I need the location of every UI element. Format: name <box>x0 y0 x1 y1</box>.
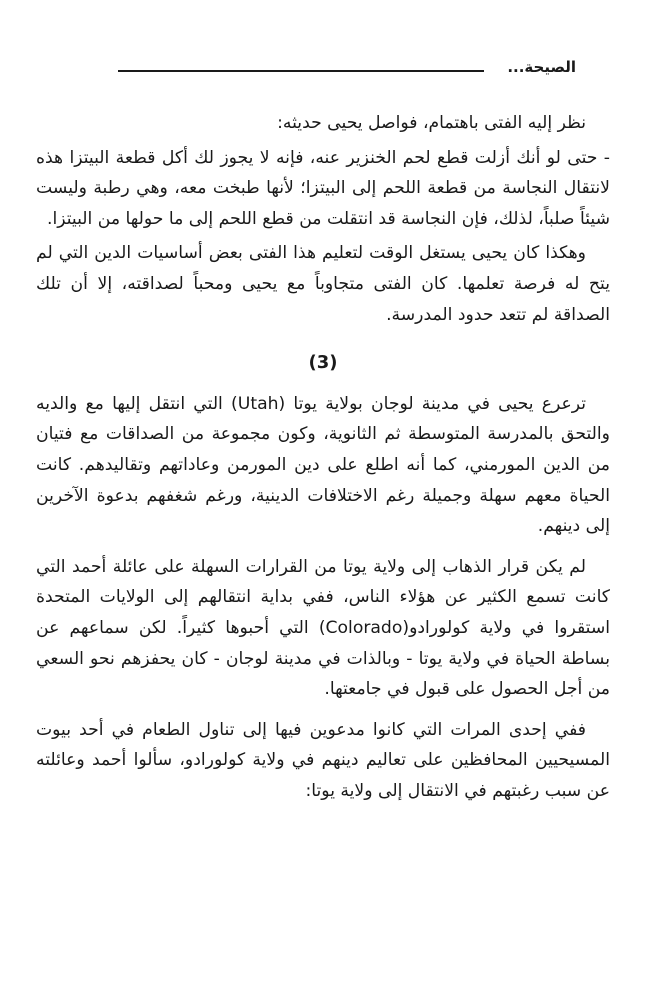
header-rule <box>118 70 484 72</box>
running-header-title: الصيحة... <box>507 58 576 76</box>
paragraph-3: وهكذا كان يحيى يستغل الوقت لتعليم هذا الفتى بعض أساسيات الدين التي لم يتح له فرصة تعلمها. كان الفتى متجاوباً مع يحيى ومحباً لصداقته، إلا أن تلك الصداقة لم تتعد حدود المدرسة. <box>36 243 610 325</box>
body-text <box>36 108 610 810</box>
running-header <box>118 56 576 82</box>
paragraph-6: ففي إحدى المرات التي كانوا مدعوين فيها إلى تناول الطعام في أحد بيوت المسيحيين المحافظين على تعاليم دينهم في ولاية كولورادو، سألوا أحمد وعائلته عن سبب رغبتهم في الانتقال إلى ولاية يوتا: <box>36 719 610 801</box>
paragraph-2: - حتى لو أنك أزلت قطع لحم الخنزير عنه، فإنه لا يجوز لك أكل قطعة البيتزا هذه لانتقال النجاسة من قطعة اللحم إلى البيتزا؛ لأنها طبخت معه، وهي رطبة وليست شيئاً صلباً، لذلك، فإن النجاسة قد انتقلت من قطع اللحم إلى ما حولها من البيتزا. <box>36 147 610 229</box>
paragraph-1: نظر إليه الفتى باهتمام، فواصل يحيى حديثه: <box>277 113 586 133</box>
paragraph-4: ترعرع يحيى في مدينة لوجان بولاية يوتا (Utah) التي انتقل إليها مع والديه والتحق بالمدرسة المتوسطة ثم الثانوية، وكون مجموعة من الصداقات مع فتيان من الدين المورمني، كما أنه اطلع على دين المورمن وعاداتهم وتقاليدهم. كانت الحياة معهم سهلة وجميلة رغم الاختلافات الدينية، ورغم شغفهم بدعوة الآخرين إلى دينهم. <box>36 393 610 537</box>
section-number: (3) <box>308 352 338 374</box>
paragraph-5: لم يكن قرار الذهاب إلى ولاية يوتا من القرارات السهلة على عائلة أحمد التي كانت تسمع الكثير عن هؤلاء الناس، ففي بداية انتقالهم إلى الولايات المتحدة استقروا في ولاية كولورادو(Colorado) التي أحبوها كثيراً. لكن سماعهم عن بساطة الحياة في ولاية يوتا - وبالذات في مدينة لوجان - كان يحفزهم نحو السعي من أجل الحصول على قبول في جامعتها. <box>36 556 610 700</box>
